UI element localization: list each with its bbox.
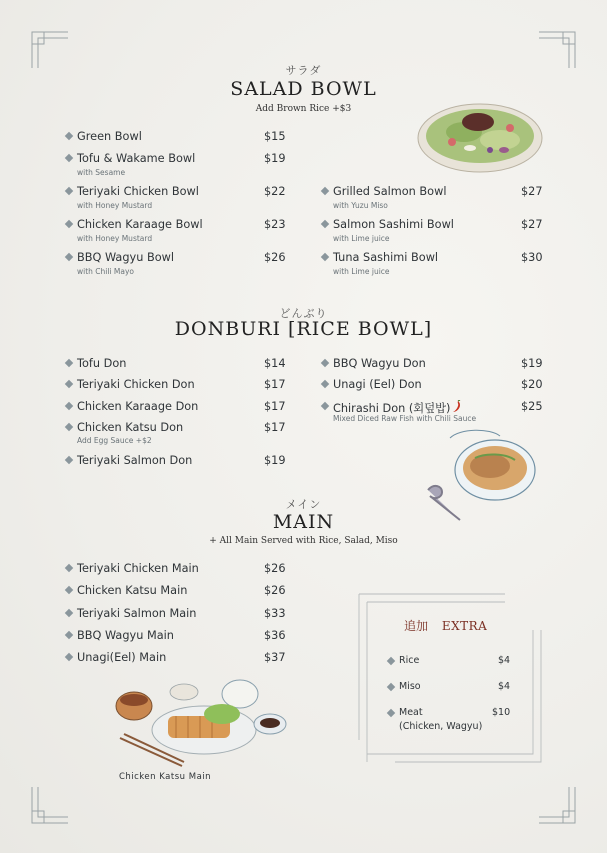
item-price: $4: [498, 655, 511, 666]
diamond-bullet-icon: [65, 586, 73, 594]
diamond-bullet-icon: [65, 253, 73, 261]
diamond-bullet-icon: [321, 402, 329, 410]
item-price: $23: [264, 218, 286, 231]
item-note: with Honey Mustard: [77, 201, 153, 210]
item-price: $26: [264, 562, 286, 575]
main-title: MAIN: [272, 511, 335, 533]
chicken-katsu-illustration: [112, 676, 298, 768]
diamond-bullet-icon: [65, 609, 73, 617]
item-name: Chicken Katsu Main: [77, 584, 188, 597]
corner-ornament-bottom-right: [537, 785, 577, 825]
item-name: Unagi (Eel) Don: [333, 378, 422, 391]
extra-heading: [404, 617, 487, 634]
diamond-bullet-icon: [65, 653, 73, 661]
item-name: Salmon Sashimi Bowl: [333, 218, 454, 231]
diamond-bullet-icon: [65, 359, 73, 367]
item-price: $36: [264, 629, 286, 642]
item-name: Miso: [399, 681, 421, 692]
item-price: $19: [264, 454, 286, 467]
item-name: Rice: [399, 655, 420, 666]
diamond-bullet-icon: [321, 253, 329, 261]
donburi-jp-heading: どんぶり: [279, 307, 328, 320]
item-name: Teriyaki Salmon Don: [77, 454, 193, 467]
item-note: with Lime juice: [333, 267, 390, 276]
diamond-bullet-icon: [65, 456, 73, 464]
item-price: $10: [492, 707, 511, 718]
main-image-caption: Chicken Katsu Main: [118, 772, 212, 782]
item-price: $19: [264, 152, 286, 165]
item-price: $27: [521, 185, 543, 198]
item-name: Tofu & Wakame Bowl: [77, 152, 196, 165]
item-price: $37: [264, 651, 286, 664]
item-name: Meat: [399, 707, 423, 718]
diamond-bullet-icon: [65, 132, 73, 140]
item-name: Chicken Karaage Bowl: [77, 218, 203, 231]
item-name: Chicken Katsu Don: [77, 421, 184, 434]
item-price: $30: [521, 251, 543, 264]
diamond-bullet-icon: [65, 423, 73, 431]
item-name: Teriyaki Chicken Don: [77, 378, 195, 391]
salad-jp-heading: サラダ: [285, 64, 322, 77]
item-name: BBQ Wagyu Don: [333, 357, 426, 370]
extra-title: EXTRA: [441, 619, 488, 633]
item-price: $33: [264, 607, 286, 620]
item-price: $26: [264, 584, 286, 597]
item-name: Tuna Sashimi Bowl: [333, 251, 439, 264]
item-name: Tofu Don: [77, 357, 127, 370]
item-price: $4: [498, 681, 511, 692]
diamond-bullet-icon: [65, 564, 73, 572]
item-name: Teriyaki Chicken Main: [77, 562, 199, 575]
diamond-bullet-icon: [321, 380, 329, 388]
item-name: BBQ Wagyu Bowl: [77, 251, 174, 264]
chili-pepper-icon: [452, 400, 462, 413]
item-price: $17: [264, 400, 286, 413]
main-subtitle: + All Main Served with Rice, Salad, Miso: [209, 536, 398, 546]
item-name: Chicken Karaage Don: [77, 400, 199, 413]
item-price: $25: [521, 400, 543, 413]
item-price: $19: [521, 357, 543, 370]
item-note: with Sesame: [77, 168, 126, 177]
diamond-bullet-icon: [321, 187, 329, 195]
item-price: $15: [264, 130, 286, 143]
item-note: Add Egg Sauce +$2: [77, 436, 152, 445]
item-note: with Lime juice: [333, 234, 390, 243]
item-name: Grilled Salmon Bowl: [333, 185, 447, 198]
item-price: $17: [264, 378, 286, 391]
item-price: $20: [521, 378, 543, 391]
diamond-bullet-icon: [65, 631, 73, 639]
extra-jp-heading: 追加: [404, 619, 429, 633]
corner-ornament-bottom-left: [30, 785, 70, 825]
item-note: (Chicken, Wagyu): [399, 721, 483, 732]
item-price: $27: [521, 218, 543, 231]
diamond-bullet-icon: [65, 154, 73, 162]
diamond-bullet-icon: [65, 380, 73, 388]
item-price: $17: [264, 421, 286, 434]
item-name: BBQ Wagyu Main: [77, 629, 174, 642]
item-name: Teriyaki Chicken Bowl: [77, 185, 199, 198]
item-name: Green Bowl: [77, 130, 142, 143]
salad-subtitle: Add Brown Rice +$3: [255, 104, 352, 114]
item-name: Unagi(Eel) Main: [77, 651, 167, 664]
item-note: with Yuzu Miso: [333, 201, 388, 210]
item-note: with Chili Mayo: [77, 267, 135, 276]
main-jp-heading: メイン: [285, 498, 322, 511]
item-price: $14: [264, 357, 286, 370]
diamond-bullet-icon: [65, 220, 73, 228]
diamond-bullet-icon: [321, 220, 329, 228]
item-price: $26: [264, 251, 286, 264]
diamond-bullet-icon: [65, 402, 73, 410]
diamond-bullet-icon: [321, 359, 329, 367]
item-name: Teriyaki Salmon Main: [77, 607, 197, 620]
donburi-title: DONBURI [RICE BOWL]: [174, 318, 433, 340]
salad-bowl-illustration: [412, 92, 548, 178]
salad-title: SALAD BOWL: [230, 78, 377, 100]
diamond-bullet-icon: [65, 187, 73, 195]
item-note: with Honey Mustard: [77, 234, 153, 243]
item-note: Mixed Diced Raw Fish with Chili Sauce: [333, 414, 477, 423]
item-price: $22: [264, 185, 286, 198]
item-name: Chirashi Don (회덮밥): [333, 402, 451, 415]
